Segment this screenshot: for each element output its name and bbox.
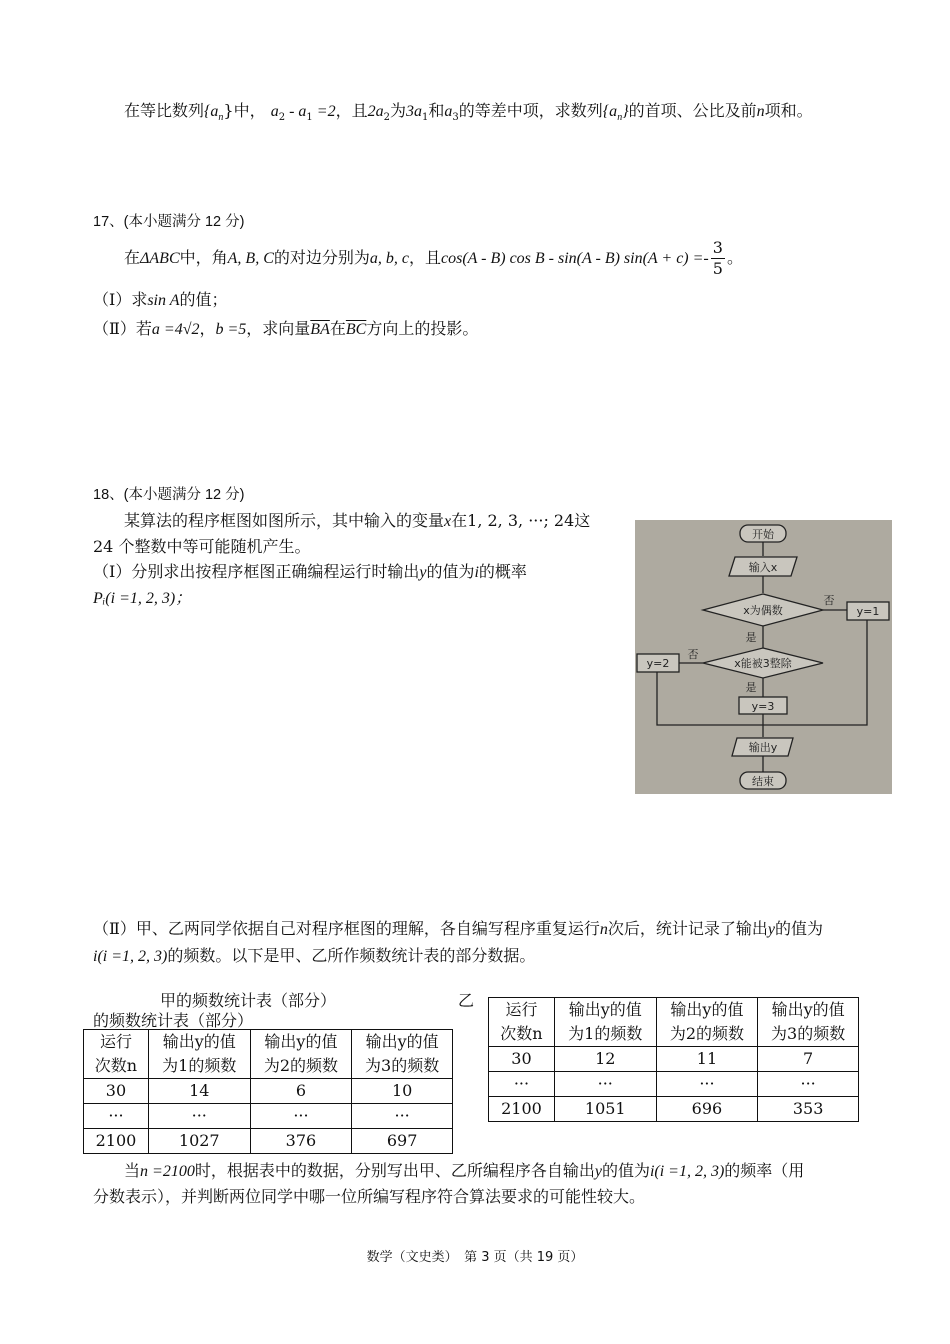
- y1-label: y=1: [856, 605, 880, 618]
- header-cell: 运行 次数n: [84, 1030, 149, 1079]
- q18-heading: 18、(本小题满分 12 分): [93, 487, 245, 503]
- header-cell: 运行 次数n: [489, 998, 555, 1047]
- table-jia-caption-2: 的频数统计表（部分）: [93, 1011, 254, 1030]
- header-cell: 输出y的值 为2的频数: [250, 1030, 352, 1079]
- table-yi-caption: 乙: [458, 991, 475, 1010]
- header-cell: 输出y的值 为1的频数: [148, 1030, 250, 1079]
- table-cell: 1051: [554, 1097, 656, 1122]
- q18-part2-line1: （Ⅱ）甲、乙两同学依据自己对程序框图的理解，各自编写程序重复运行n次后，统计记录了输出y的值为: [93, 919, 824, 938]
- table-cell: 2100: [489, 1097, 555, 1122]
- table-row: [84, 1079, 453, 1104]
- q18-final-line2: 分数表示），并判断两位同学中哪一位所编写程序符合算法要求的可能性较大。: [93, 1187, 646, 1206]
- table-cell: 7: [758, 1047, 859, 1072]
- table-cell: ···: [554, 1072, 656, 1097]
- table-cell: ···: [352, 1104, 453, 1129]
- table-row: [489, 1097, 859, 1122]
- yes1-label: 是: [745, 631, 757, 644]
- header-cell: 输出y的值 为3的频数: [758, 998, 859, 1047]
- table-cell: 10: [352, 1079, 453, 1104]
- q16-text: 在等比数列$\{a_n\}$中， $a_2 - a_1 =2$，且$2a_2$为$3a_1$和$a_3$的等差中项，求数列$\{a_n\}$的首项、公比及前n项和。: [124, 101, 813, 124]
- table-cell: ···: [250, 1104, 352, 1129]
- q18-p1: 某算法的程序框图如图所示，其中输入的变量x在1, 2, 3, ···; 24这: [124, 511, 591, 530]
- table-cell: 30: [489, 1047, 555, 1072]
- header-cell: 输出y的值 为3的频数: [352, 1030, 453, 1079]
- table-cell: ···: [148, 1104, 250, 1129]
- table-row: [489, 1072, 859, 1097]
- q17-heading: 17、(本小题满分 12 分): [93, 214, 245, 230]
- table-cell: ···: [758, 1072, 859, 1097]
- q18-p2: 24 个整数中等可能随机产生。: [93, 537, 311, 556]
- table-header-row: [84, 1030, 453, 1079]
- y2-label: y=2: [646, 657, 670, 670]
- q17-part1: （Ⅰ）求sin A的值；: [93, 290, 228, 309]
- page-footer: 数学（文史类） 第 3 页（共 19 页）: [366, 1250, 584, 1265]
- fraction: $\frac{3}{5}$: [712, 238, 723, 278]
- table-row: [84, 1104, 453, 1129]
- output-label: 输出y: [748, 741, 778, 754]
- table-cell: 353: [758, 1097, 859, 1122]
- table-cell: 11: [656, 1047, 758, 1072]
- start-label: 开始: [752, 528, 774, 541]
- q18-p4: Pᵢ(i =1, 2, 3)；: [93, 590, 192, 607]
- cond2-label: x能被3整除: [734, 657, 792, 670]
- no2-label: 否: [687, 648, 699, 661]
- yes2-label: 是: [745, 681, 757, 694]
- header-cell: 输出y的值 为1的频数: [554, 998, 656, 1047]
- q17-statement: 在ΔABC中，角A, B, C的对边分别为a, b, c，且cos(A - B) cos B - sin(A - B) sin(A + c) =- $\frac{3}{5}$ 。: [124, 238, 743, 278]
- cond1-label: x为偶数: [743, 604, 783, 617]
- table-cell: 697: [352, 1129, 453, 1154]
- table-cell: ···: [489, 1072, 555, 1097]
- table-cell: 30: [84, 1079, 149, 1104]
- table-cell: ···: [656, 1072, 758, 1097]
- y3-label: y=3: [751, 700, 775, 713]
- table-yi: [488, 997, 859, 1122]
- q18-p3: （Ⅰ）分别求出按程序框图正确编程运行时输出y的值为i的概率: [93, 562, 527, 581]
- q18-part2-line2: i(i =1, 2, 3)的频数。以下是甲、乙所作频数统计表的部分数据。: [93, 946, 536, 965]
- table-cell: 1027: [148, 1129, 250, 1154]
- table-cell: 14: [148, 1079, 250, 1104]
- no1-label: 否: [823, 594, 835, 607]
- table-row: [84, 1129, 453, 1154]
- q17-part2: （Ⅱ）若a =4√2，b =5，求向量$\overline{BA}$在$\overline{BC}$方向上的投影。: [93, 319, 479, 338]
- table-row: [489, 1047, 859, 1072]
- table-cell: 376: [250, 1129, 352, 1154]
- q18-final-line1: 当n =2100时，根据表中的数据，分别写出甲、乙所编程序各自输出y的值为i(i =1, 2, 3)的频率（用: [124, 1161, 805, 1180]
- flowchart-image: [635, 520, 892, 794]
- table-cell: 12: [554, 1047, 656, 1072]
- table-cell: 6: [250, 1079, 352, 1104]
- table-cell: 2100: [84, 1129, 149, 1154]
- table-cell: ···: [84, 1104, 149, 1129]
- table-jia-caption: 甲的频数统计表（部分）: [160, 991, 337, 1010]
- input-label: 输入x: [748, 561, 778, 574]
- end-label: 结束: [752, 775, 774, 788]
- table-header-row: [489, 998, 859, 1047]
- header-cell: 输出y的值 为2的频数: [656, 998, 758, 1047]
- table-cell: 696: [656, 1097, 758, 1122]
- table-jia: [83, 1029, 453, 1154]
